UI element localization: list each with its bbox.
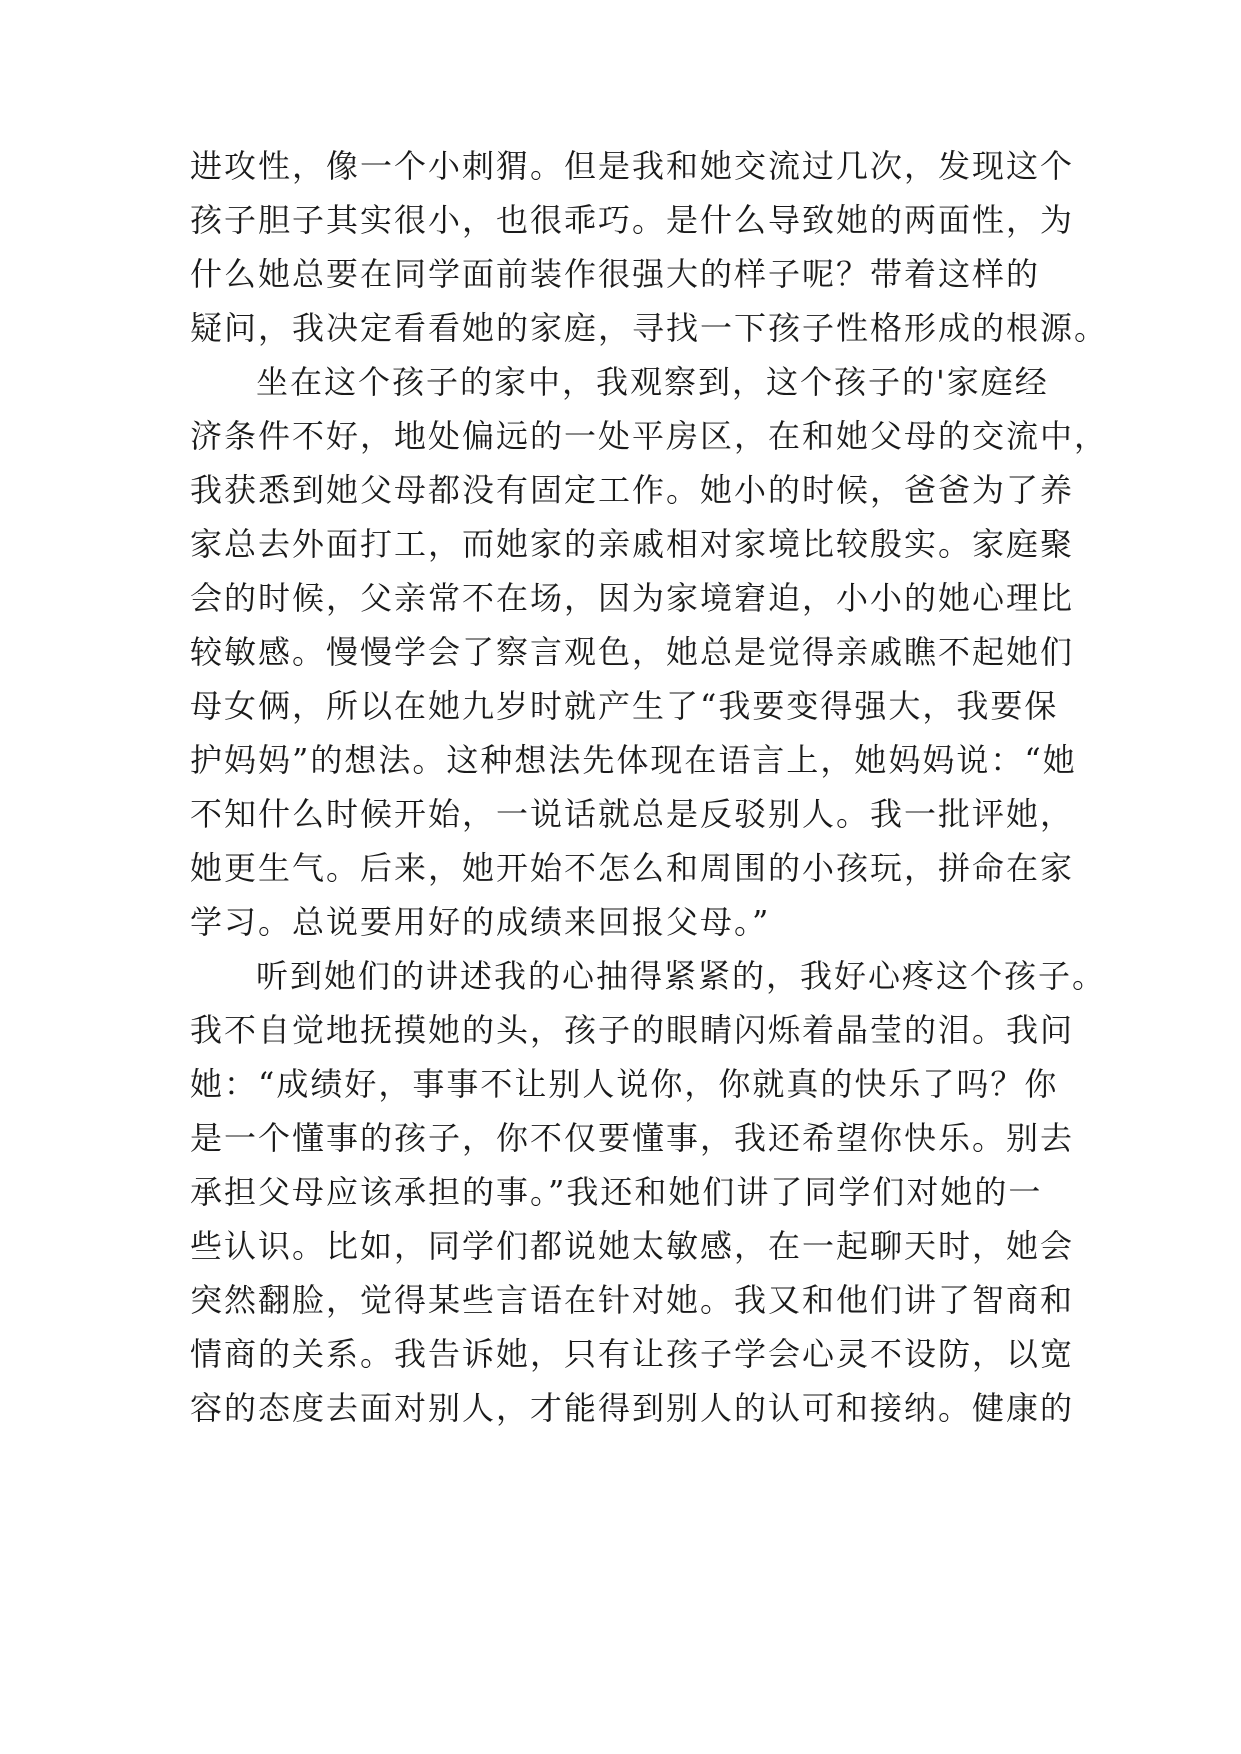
text-line: 济条件不好，地处偏远的一处平房区，在和她父母的交流中， [190, 417, 1109, 455]
text-line: 较敏感。慢慢学会了察言观色，她总是觉得亲戚瞧不起她们 [190, 633, 1075, 671]
text-line: 是一个懂事的孩子，你不仅要懂事，我还希望你快乐。别去 [190, 1119, 1075, 1157]
text-line: 我不自觉地抚摸她的头，孩子的眼睛闪烁着晶莹的泪。我问 [190, 1011, 1075, 1049]
text-line: 护妈妈”的想法。这种想法先体现在语言上，她妈妈说：“她 [190, 741, 1077, 779]
paragraph-first-line: 坐在这个孩子的家中，我观察到，这个孩子的'家庭经 [256, 363, 1049, 401]
text-line: 不知什么时候开始，一说话就总是反驳别人。我一批评她， [190, 795, 1075, 833]
text-line: 母女俩，所以在她九岁时就产生了“我要变得强大，我要保 [190, 687, 1059, 725]
text-line: 进攻性，像一个小刺猬。但是我和她交流过几次，发现这个 [190, 147, 1075, 185]
text-line: 突然翻脸，觉得某些言语在针对她。我又和他们讲了智商和 [190, 1281, 1075, 1319]
text-line: 些认识。比如，同学们都说她太敏感，在一起聊天时，她会 [190, 1227, 1075, 1265]
text-line: 疑问，我决定看看她的家庭，寻找一下孩子性格形成的根源。 [190, 309, 1109, 347]
text-line: 会的时候，父亲常不在场，因为家境窘迫，小小的她心理比 [190, 579, 1075, 617]
text-line: 承担父母应该承担的事。”我还和她们讲了同学们对她的一 [190, 1173, 1043, 1211]
text-line: 我获悉到她父母都没有固定工作。她小的时候，爸爸为了养 [190, 471, 1075, 509]
text-line: 容的态度去面对别人，才能得到别人的认可和接纳。健康的 [190, 1389, 1075, 1427]
text-line: 她更生气。后来，她开始不怎么和周围的小孩玩，拼命在家 [190, 849, 1075, 887]
text-line: 学习。总说要用好的成绩来回报父母。” [190, 903, 771, 941]
text-line: 什么她总要在同学面前装作很强大的样子呢？带着这样的 [190, 255, 1041, 293]
text-line: 情商的关系。我告诉她，只有让孩子学会心灵不设防，以宽 [190, 1335, 1075, 1373]
text-line: 家总去外面打工，而她家的亲戚相对家境比较殷实。家庭聚 [190, 525, 1075, 563]
text-line: 她：“成绩好，事事不让别人说你，你就真的快乐了吗？你 [190, 1065, 1059, 1103]
text-line: 孩子胆子其实很小，也很乖巧。是什么导致她的两面性，为 [190, 201, 1075, 239]
paragraph-first-line: 听到她们的讲述我的心抽得紧紧的，我好心疼这个孩子。 [256, 957, 1107, 995]
